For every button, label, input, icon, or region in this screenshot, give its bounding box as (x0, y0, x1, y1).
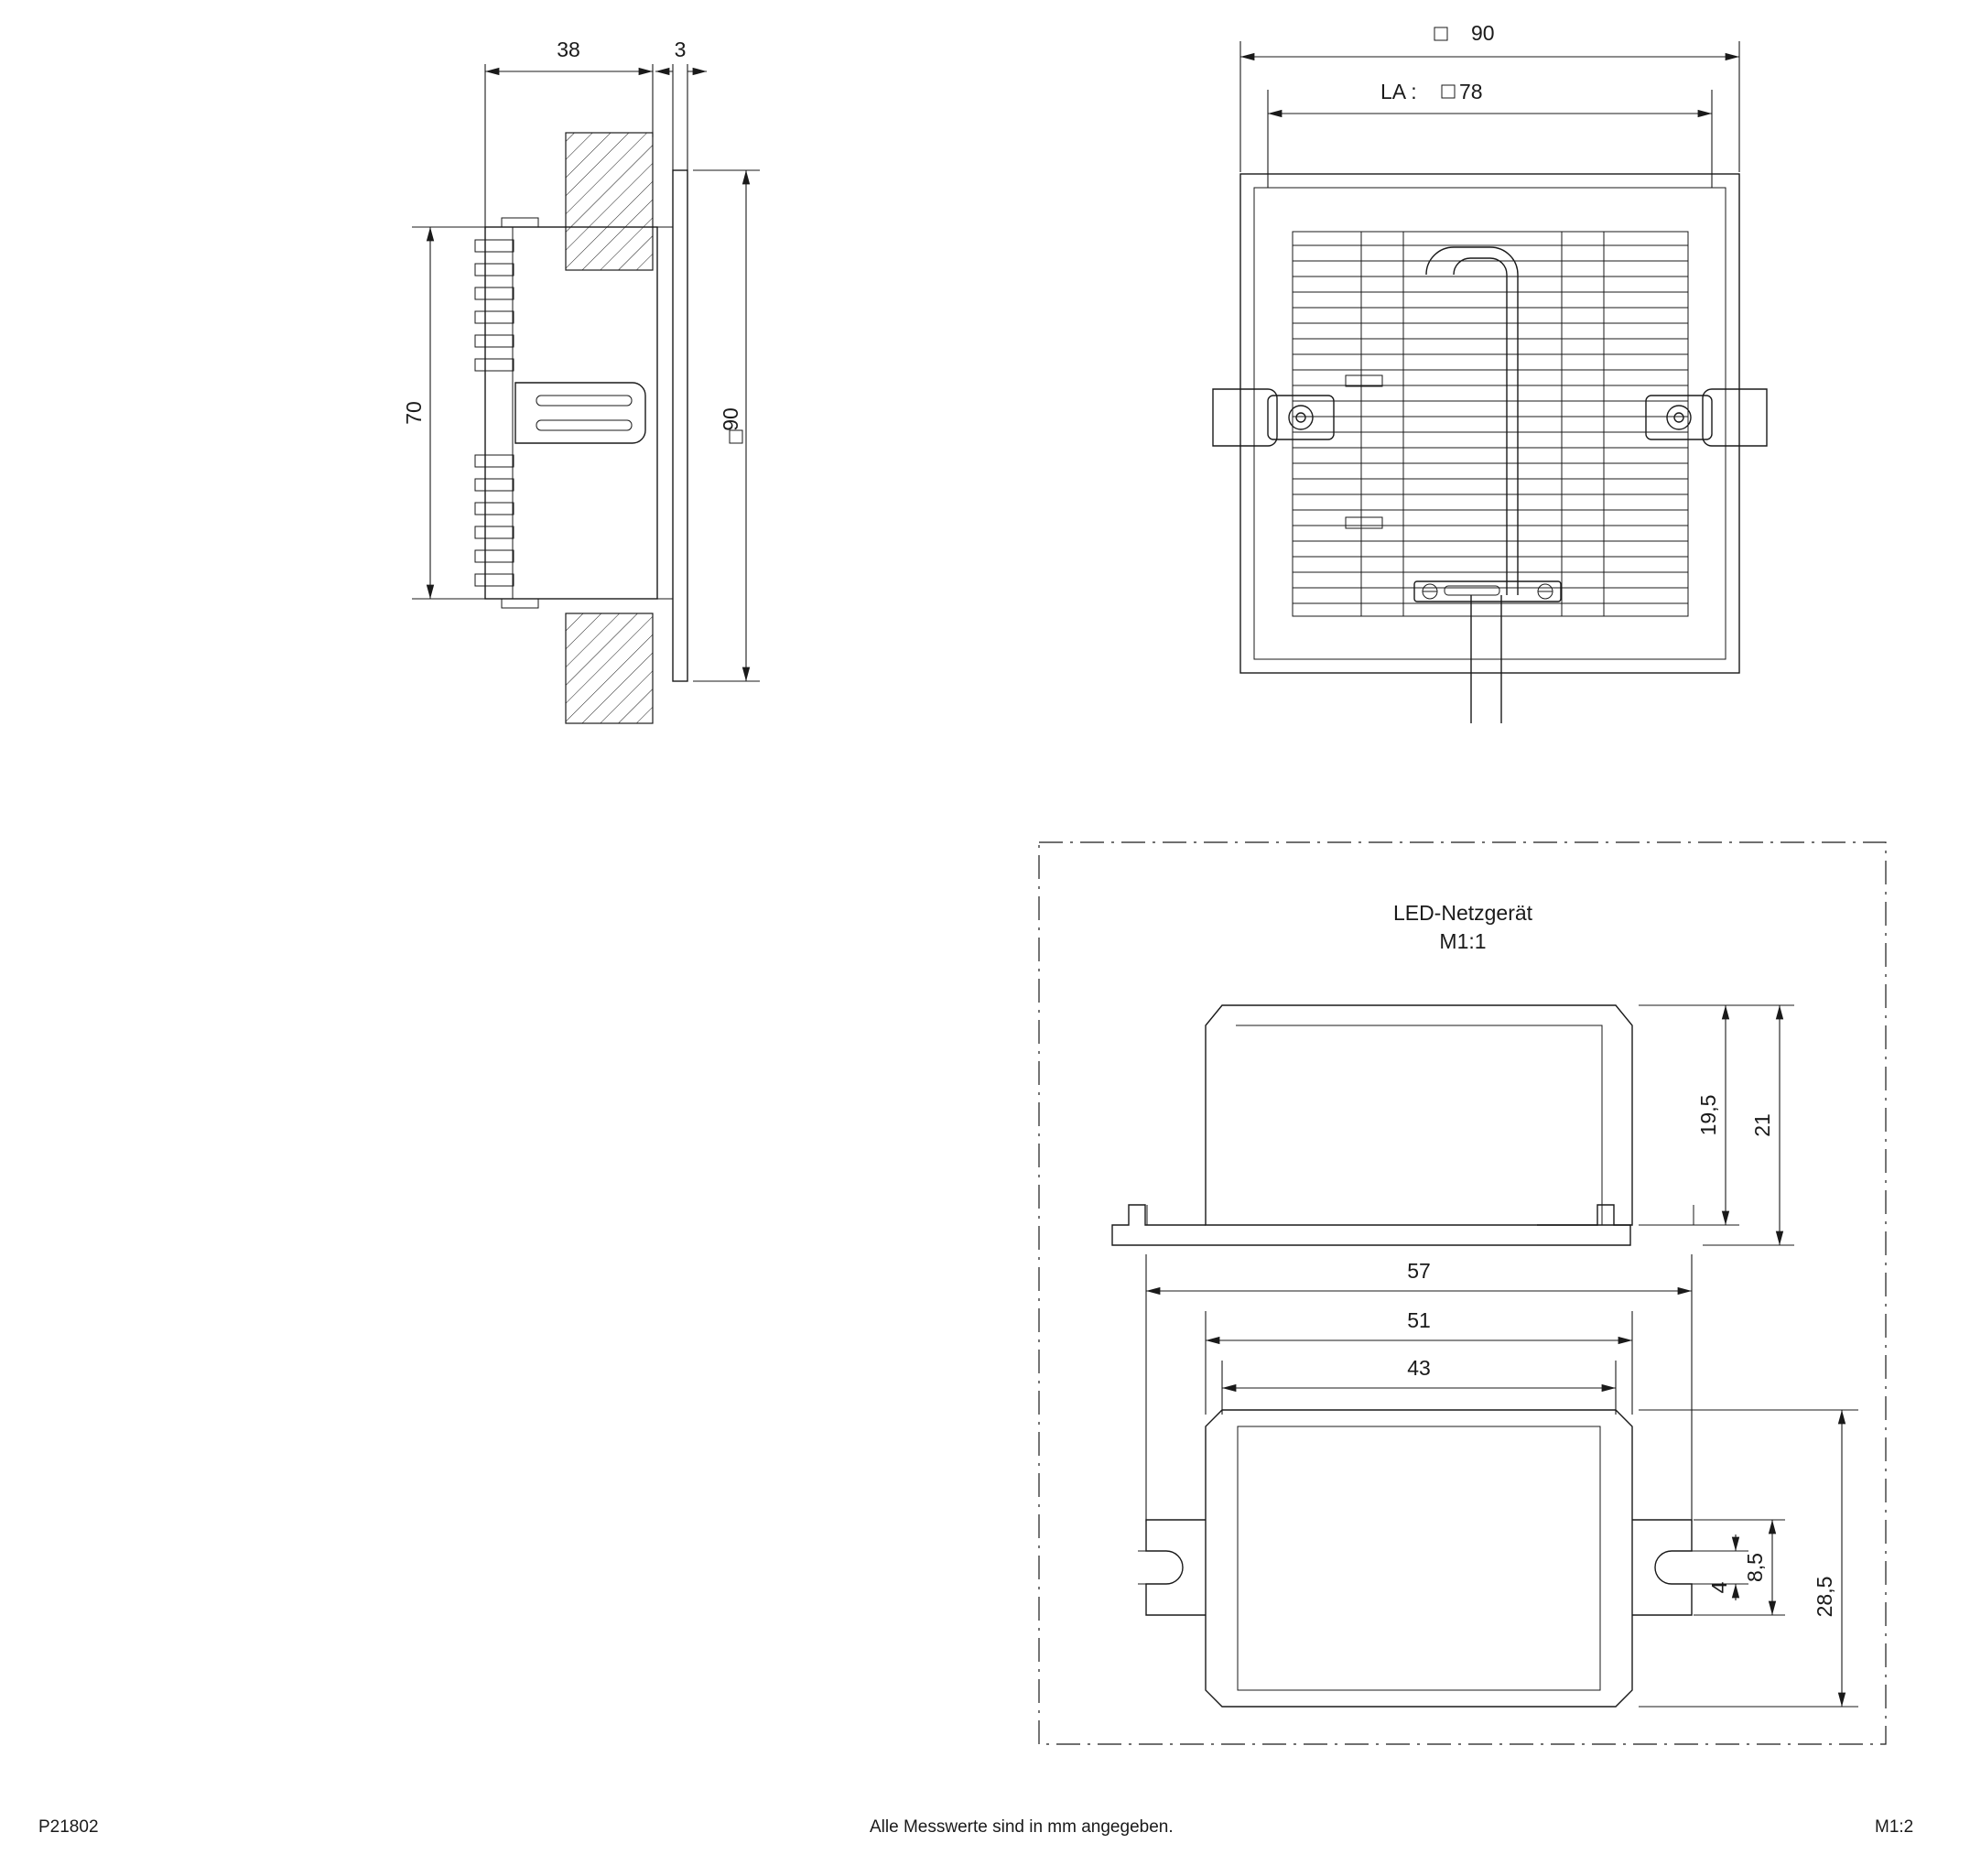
dim-label-70: 70 (402, 401, 426, 425)
side-section-view (402, 38, 760, 723)
dim-outer-90-back (1240, 21, 1739, 172)
dim-height-70 (402, 227, 488, 599)
psu-caption-scale: M1:1 (1439, 929, 1487, 953)
dim-label-38: 38 (557, 38, 580, 61)
measurement-note: Alle Messwerte sind in mm angegeben. (870, 1817, 1174, 1837)
dim-label-90-side: 90 (719, 407, 742, 431)
dim-label-28-5: 28,5 (1813, 1576, 1836, 1618)
psu-caption-title: LED-Netzgerät (1392, 901, 1533, 925)
dim-label-78: 78 (1459, 80, 1483, 103)
power-supply-view (1039, 842, 1886, 1744)
dim-plate-3 (655, 38, 707, 170)
psu-plan (1138, 1410, 1700, 1707)
dim-label-21: 21 (1750, 1113, 1774, 1137)
spring-clip-left (1213, 389, 1334, 446)
cable-and-strain-relief (1414, 247, 1561, 723)
drawing-number: P21802 (38, 1817, 99, 1837)
spring-clip-right (1646, 389, 1767, 446)
heatsink-fins (1293, 232, 1688, 616)
drawing-scale: M1:2 (1875, 1817, 1914, 1837)
dim-label-4: 4 (1707, 1581, 1731, 1594)
dim-label-51: 51 (1407, 1308, 1431, 1332)
dim-label-43: 43 (1407, 1356, 1431, 1380)
back-view (1213, 21, 1767, 723)
dim-psu-19-5 (1639, 1005, 1739, 1225)
dim-label-57: 57 (1407, 1259, 1431, 1283)
wall-hatching (566, 133, 653, 723)
dim-label-19-5: 19,5 (1696, 1094, 1720, 1136)
dim-label-la: LA : (1380, 80, 1417, 103)
dim-outer-90-side (693, 170, 760, 681)
dim-label-90-back: 90 (1471, 21, 1495, 45)
dim-psu-8-5 (1694, 1520, 1785, 1615)
dim-cutout-78 (1268, 80, 1712, 188)
dim-psu-4 (1694, 1534, 1748, 1600)
dim-psu-43 (1222, 1356, 1616, 1415)
dim-label-3: 3 (674, 38, 687, 61)
front-plate (673, 170, 687, 681)
dim-label-8-5: 8,5 (1743, 1553, 1767, 1582)
psu-frame (1039, 842, 1886, 1744)
inner-tabs (1346, 375, 1382, 528)
luminaire-body-section (475, 218, 673, 608)
housing-outer (1240, 174, 1739, 673)
psu-elevation (1112, 1005, 1694, 1245)
